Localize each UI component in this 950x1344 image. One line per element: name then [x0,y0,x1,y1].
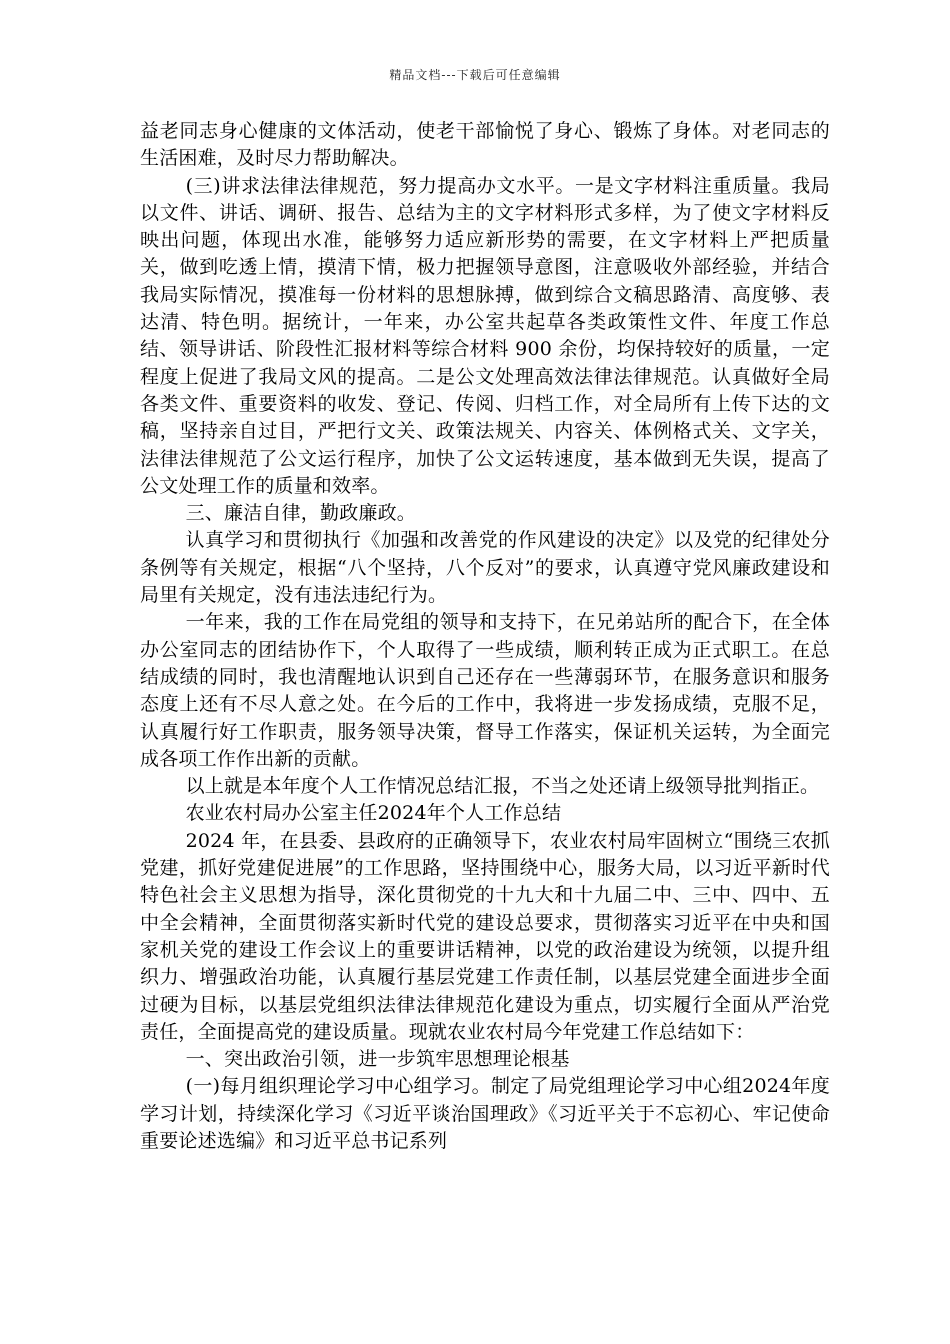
paragraph-theory-study: (一)每月组织理论学习中心组学习。制定了局党组理论学习中心组2024年度学习计划，持续深化学习《习近平谈治国理政》《习近平关于不忘初心、牢记使命重要论述选编》和习近平总书记系列 [140,1075,830,1152]
paragraph-intro-2024: 2024 年，在县委、县政府的正确领导下，农业农村局牢固树立“围绕三农抓党建，抓好党建促进展”的工作思路，坚持围绕中心，服务大局，以习近平新时代特色社会主义思想为指导，深化贯彻党的十九大和十九届二中、三中、四中、五中全会精神，全面贯彻落实新时代党的建设总要求，贯彻落实习近平在中央和国家机关党的建设工作会议上的重要讲话精神，以党的政治建设为统领，以提升组织力、增强政治功能，认真履行基层党建工作责任制，以基层党建全面进步全面过硬为目标，以基层党组织法律法律规范化建设为重点，切实履行全面从严治党责任，全面提高党的建设质量。现就农业农村局今年党建工作总结如下： [140,829,830,1043]
section-heading-political-guidance: 一、突出政治引领，进一步筑牢思想理论根基 [185,1048,570,1071]
document-body [140,118,830,1155]
section-heading-integrity: 三、廉洁自律，勤政廉政。 [185,502,416,525]
paragraph-continuation: 益老同志身心健康的文体活动，使老干部愉悦了身心、锻炼了身体。对老同志的生活困难，及时尽力帮助解决。 [140,120,830,170]
paragraph-yearly-review: 一年来，我的工作在局党组的领导和支持下，在兄弟站所的配合下，在全体办公室同志的团结协作下，个人取得了一些成绩，顺利转正成为正式职工。在总结成绩的同时，我也清醒地认识到自己还存在一些薄弱环节，在服务意识和服务态度上还有不尽人意之处。在今后的工作中，我将进一步发扬成绩，克服不足，认真履行好工作职责，服务领导决策，督导工作落实，保证机关运转，为全面完成各项工作作出新的贡献。 [140,611,830,770]
paragraph-discipline: 认真学习和贯彻执行《加强和改善党的作风建设的决定》以及党的纪律处分条例等有关规定，根据“八个坚持，八个反对”的要求，认真遵守党风廉政建设和局里有关规定，没有违法违纪行为。 [140,529,830,607]
page-header: 精品文档---下载后可任意编辑 [389,68,561,82]
paragraph-closing: 以上就是本年度个人工作情况总结汇报，不当之处还请上级领导批判指正。 [185,775,820,798]
document-title-second: 农业农村局办公室主任2024年个人工作总结 [185,802,562,825]
paragraph-document-quality: (三)讲求法律法律规范，努力提高办文水平。一是文字材料注重质量。我局以文件、讲话、调研、报告、总结为主的文字材料形式多样，为了使文字材料反映出问题，体现出水准，能够努力适应新形势的需要，在文字材料上严把质量关，做到吃透上情，摸清下情，极力把握领导意图，注意吸收外部经验，并结合我局实际情况，摸准每一份材料的思想脉搏，做到综合文稿思路清、高度够、表达清、特色明。据统计，一年来，办公室共起草各类政策性文件、年度工作总结、领导讲话、阶段性汇报材料等综合材料 900 余份，均保持较好的质量，一定程度上促进了我局文风的提高。二是公文处理高效法律法律规范。认真做好全局各类文件、重要资料的收发、登记、传阅、归档工作，对全局所有上传下达的文稿，坚持亲自过目，严把行文关、政策法规关、内容关、体例格式关、文字关，法律法律规范了公文运行程序，加快了公文运转速度，基本做到无失误，提高了公文处理工作的质量和效率。 [140,174,830,497]
